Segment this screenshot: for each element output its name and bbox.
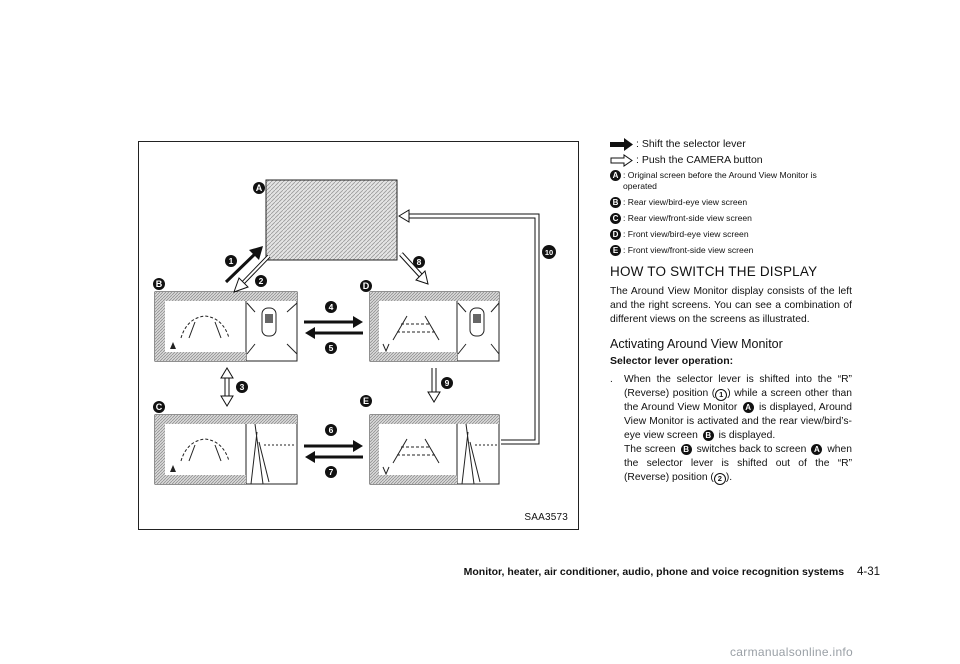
bullet-paragraph-2 — [624, 443, 852, 485]
legend-item-text: : Rear view/front-side view screen — [623, 213, 752, 223]
label-a: A — [255, 183, 263, 193]
legend-item — [610, 245, 852, 256]
step-ref-badge: 1 — [715, 389, 727, 401]
screen-ref-badge: A — [811, 444, 822, 455]
label-e: E — [362, 396, 370, 406]
step-9: 9 — [444, 378, 450, 388]
bullet-text: switches back to screen — [696, 444, 807, 455]
step-3-badge — [236, 381, 248, 393]
step-8-badge — [413, 256, 425, 268]
step-1: 1 — [228, 256, 234, 266]
screen-ref-badge: B — [703, 430, 714, 441]
label-e-badge — [360, 395, 372, 407]
legend-shift-text: : Shift the selector lever — [636, 138, 746, 150]
bullet-text: ) while a screen other than the Around View Monitor — [624, 388, 852, 413]
legend-push-row — [610, 154, 852, 167]
label-b-badge — [153, 278, 165, 290]
legend-item — [610, 213, 852, 224]
legend-badge: D — [610, 229, 621, 240]
subsubsection-title: Selector lever operation: — [610, 355, 734, 367]
step-4: 4 — [328, 302, 334, 312]
text-column — [610, 138, 852, 485]
label-d-badge — [360, 280, 372, 292]
figure-code: SAA3573 — [524, 512, 568, 523]
filled-arrow-icon — [610, 138, 636, 151]
legend-item-text: : Rear view/bird-eye view screen — [623, 197, 748, 207]
step-8: 8 — [416, 257, 422, 267]
page-footer — [410, 566, 880, 578]
footer-section-title: Monitor, heater, air conditioner, audio, phone and voice recognition systems — [463, 566, 845, 578]
step-7: 7 — [328, 467, 334, 477]
step-10: 10 — [544, 248, 554, 257]
subsection-title: Activating Around View Monitor — [610, 337, 783, 351]
site-watermark: carmanualsonline.info — [730, 645, 854, 659]
screen-c-rear-frontside — [155, 415, 297, 484]
legend-badge: C — [610, 213, 621, 224]
step-6: 6 — [328, 425, 334, 435]
bullet-paragraph-1 — [624, 373, 852, 443]
step-10-badge — [542, 245, 556, 259]
legend-item-text: : Original screen before the Around View Monitor is operated — [623, 170, 817, 191]
legend-item — [610, 170, 852, 192]
screen-ref-badge: B — [681, 444, 692, 455]
section-title: HOW TO SWITCH THE DISPLAY — [610, 264, 818, 279]
screen-b-rear-birdseye — [155, 292, 297, 361]
screen-a-original — [266, 180, 397, 260]
legend-shift-row — [610, 138, 852, 151]
label-a-badge — [253, 182, 265, 194]
label-d: D — [362, 281, 370, 291]
bullet-mark: . — [610, 374, 613, 385]
step-7-badge — [325, 466, 337, 478]
step-5: 5 — [328, 343, 334, 353]
label-c: C — [155, 402, 163, 412]
label-b: B — [155, 279, 163, 289]
legend-item — [610, 229, 852, 240]
page-number: 4-31 — [856, 566, 880, 578]
switch-display-figure — [138, 141, 579, 530]
bullet-body — [624, 373, 852, 485]
screen-e-front-frontside — [370, 415, 499, 484]
step-ref-badge: 2 — [714, 473, 726, 485]
step-2: 2 — [258, 276, 264, 286]
section-intro: The Around View Monitor display consists of the left and the right screens. You can see a combination of different views on the screens as illustrated. — [610, 286, 852, 325]
step-3: 3 — [239, 382, 245, 392]
bullet-text: ). — [725, 472, 733, 483]
legend-item-text: : Front view/front-side view screen — [623, 245, 754, 255]
step-5-badge — [325, 342, 337, 354]
legend-badge: B — [610, 197, 621, 208]
bullet-text: When the selector lever is shifted into the “R” (Reverse) position ( — [624, 374, 852, 399]
legend-push-text: : Push the CAMERA button — [636, 154, 763, 166]
outline-arrow-icon — [610, 154, 636, 167]
bullet-text: is displayed. — [718, 430, 776, 441]
step-4-badge — [325, 301, 337, 313]
bullet-item — [610, 373, 852, 485]
bullet-text: The screen — [624, 444, 676, 455]
legend-item — [610, 197, 852, 208]
screen-ref-badge: A — [743, 402, 754, 413]
legend-badge: E — [610, 245, 621, 256]
bullet-text: is displayed, Around View Monitor is activated and the rear view/bird’s-eye view screen — [624, 402, 852, 441]
step-2-badge — [255, 275, 267, 287]
step-1-badge — [225, 255, 237, 267]
step-9-badge — [441, 377, 453, 389]
legend-item-text: : Front view/bird-eye view screen — [623, 229, 749, 239]
legend-badge: A — [610, 170, 621, 181]
bullet-text: when the selector lever is shifted out of the “R” (Reverse) position ( — [624, 444, 852, 483]
label-c-badge — [153, 401, 165, 413]
screen-d-front-birdseye — [370, 292, 499, 361]
step-6-badge — [325, 424, 337, 436]
display-flow-diagram — [139, 142, 580, 531]
